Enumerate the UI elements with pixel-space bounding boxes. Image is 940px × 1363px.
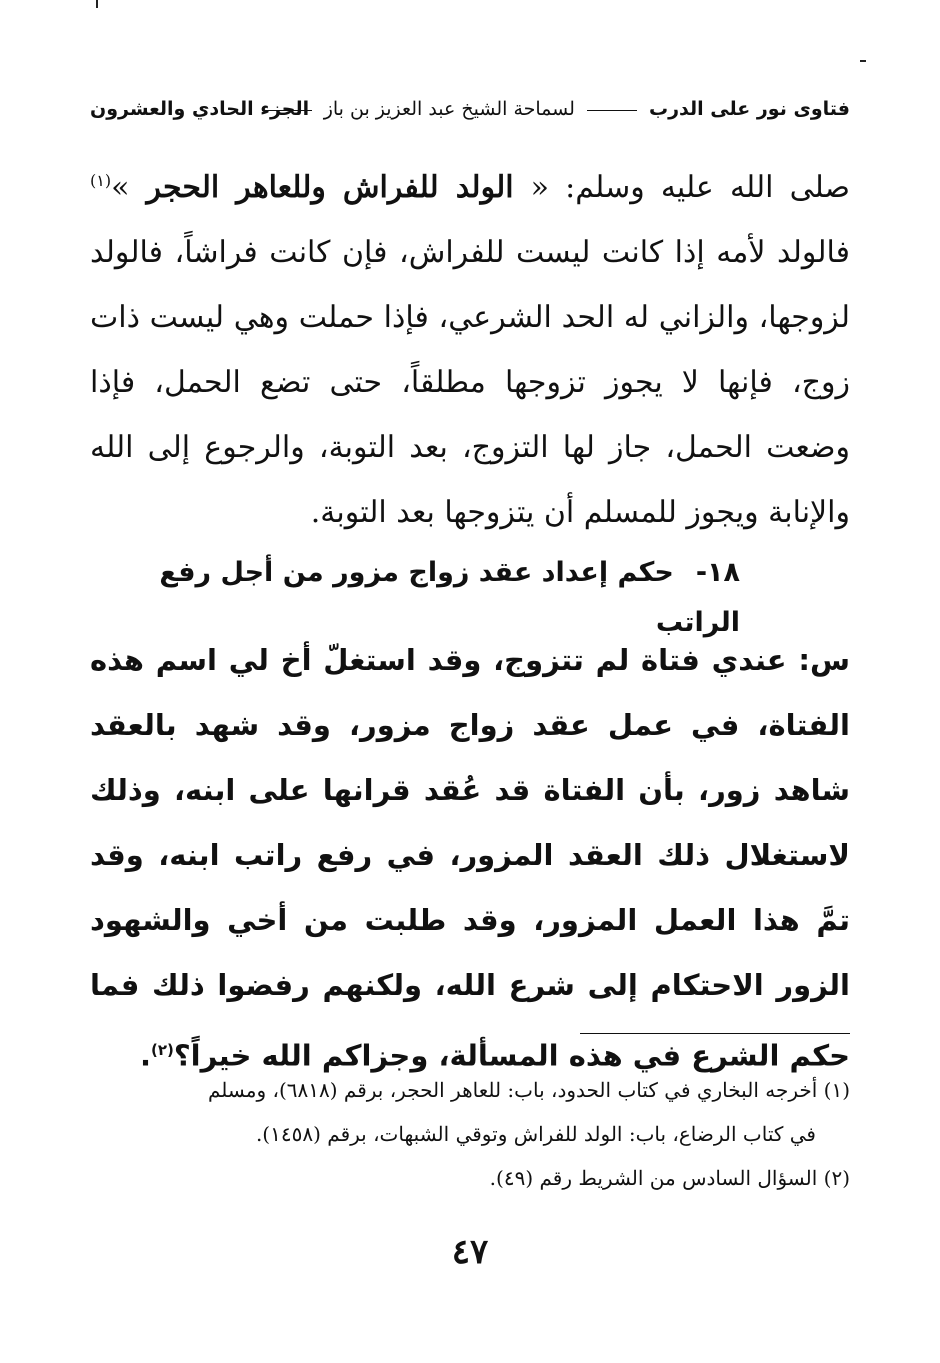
- footnotes: [90, 1068, 850, 1200]
- header-volume: الجزء الحادي والعشرون: [90, 98, 310, 120]
- footnote-2: (٢) السؤال السادس من الشريط رقم (٤٩).: [489, 1166, 850, 1190]
- header-author: لسماحة الشيخ عبد العزيز بن باز: [323, 98, 575, 120]
- footnote-1-line-2: في كتاب الرضاع، باب: الولد للفراش وتوقي الشبهات، برقم (١٤٥٨).: [255, 1122, 816, 1146]
- hadith-quote: الولد للفراش وللعاهر الحجر: [129, 170, 531, 205]
- footnote-divider: [580, 1033, 850, 1034]
- answer-paragraph: [90, 148, 850, 545]
- scan-mark: [96, 0, 98, 8]
- footnote-ref-2: (٢): [150, 1041, 174, 1059]
- section-title: حكم إعداد عقد زواج مزور من أجل رفع الراتب: [159, 557, 740, 638]
- question-paragraph: [90, 628, 850, 1089]
- header-separator: [587, 110, 637, 111]
- para-rest: فالولد لأمه إذا كانت ليست للفراش، فإن كانت فراشاً، فالولد لزوجها، والزاني له الحد الشرعي، فإذا حملت وهي ليست ذات زوج، فإنها لا يجوز تزوجها مطلقاً، حتى تضع الحمل، فإذا وضعت الحمل، جاز لها التزوج، بعد التوبة، والرجوع إلى الله والإنابة ويجوز للمسلم أن يتزوجها بعد التوبة.: [90, 235, 850, 530]
- header-book-title: فتاوى نور على الدرب: [649, 98, 850, 120]
- para-before-quote: صلى الله عليه وسلم: «: [530, 170, 850, 205]
- scan-mark-dash: [860, 60, 866, 62]
- footnote-ref-1: (١): [90, 171, 112, 190]
- para-after-quote: »: [111, 170, 130, 205]
- question-prefix: س:: [786, 643, 850, 677]
- footnote-1: [90, 1068, 850, 1156]
- question-end: .: [139, 1038, 151, 1073]
- running-header: [90, 94, 850, 124]
- section-number: ١٨-: [695, 557, 740, 588]
- question-text: عندي فتاة لم تتزوج، وقد استغلّ أخ لي اسم هذه الفتاة، في عمل عقد زواج مزور، وقد شهد بالعقد شاهد زور، بأن الفتاة قد عُقد قرانها على ابنه، وذلك لاستغلال ذلك العقد المزور، في رفع راتب ابنه، وقد تمَّ هذا العمل المزور، وقد طلبت من أخي والشهود الزور الاحتكام إلى شرع الله، ولكنهم رفضوا ذلك فما حكم الشرع في هذه المسألة، وجزاكم الله خيراً؟: [90, 643, 850, 1073]
- footnote-1-line-1: (١) أخرجه البخاري في كتاب الحدود، باب: للعاهر الحجر، برقم (٦٨١٨)، ومسلم: [207, 1078, 850, 1102]
- page-number: ٤٧: [451, 1232, 489, 1272]
